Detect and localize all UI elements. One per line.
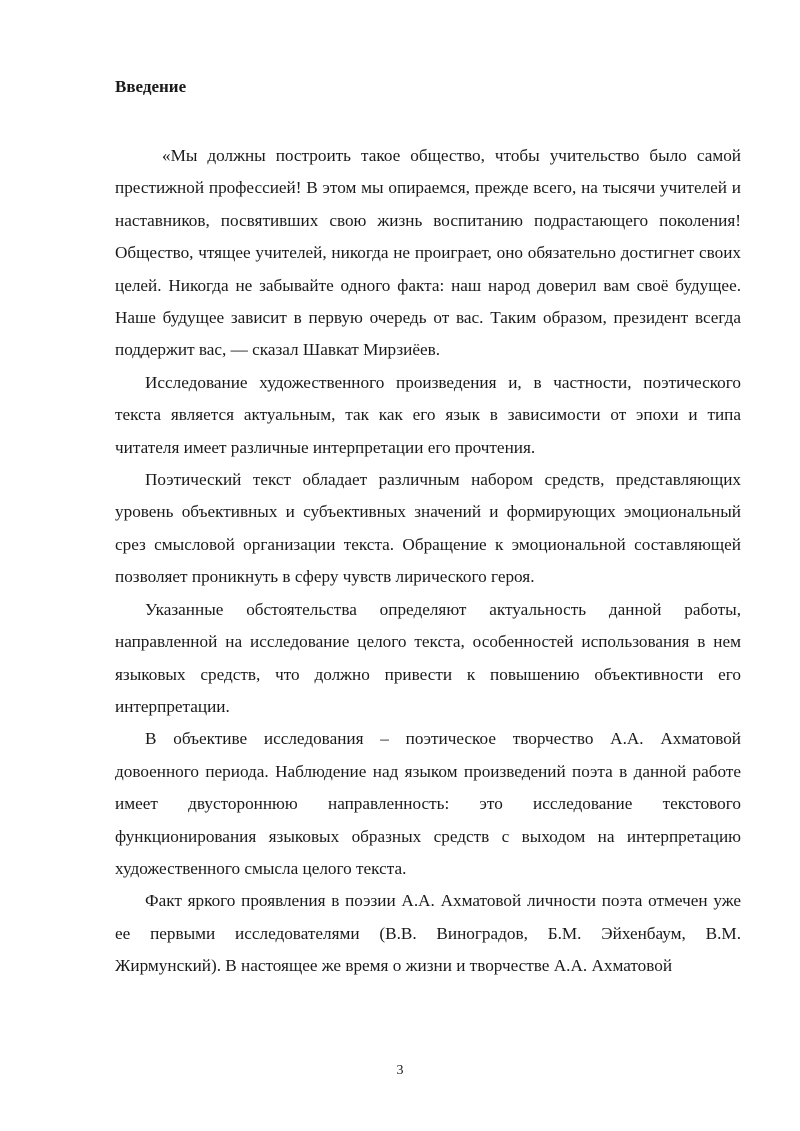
paragraph-relevance: Исследование художественного произведения и, в частности, поэтического текста является актуальным, так как его язык в зависимости от эпохи и типа читателя имеет различные интерпретации его прочтения. xyxy=(115,372,741,457)
paragraph-researchers: Факт яркого проявления в поэзии А.А. Ахматовой личности поэта отмечен уже ее первыми исследователями (В.В. Виноградов, Б.М. Эйхенбаум, В.М. Жирмунский). В настоящее же время о жизни и творчестве А.А. Ахматовой xyxy=(115,891,741,976)
paragraph-circumstances: Указанные обстоятельства определяют актуальность данной работы, направленной на исследование целого текста, особенностей использования в нем языковых средств, что должно привести к повышению объективности его интерпретации. xyxy=(115,599,741,716)
section-heading: Введение xyxy=(115,77,187,96)
page-number: 3 xyxy=(396,1063,404,1078)
paragraph-quote: «Мы должны построить такое общество, чтобы учительство было самой престижной профессией! В этом мы опираемся, прежде всего, на тысячи учителей и наставников, посвятивших свою жизнь воспитанию подрастающего поколения! Общество, чтящее учителей, никогда не проиграет, оно обязательно достигнет своих целей. Никогда не забывайте одного факта: наш народ доверил вам своё будущее. Наше будущее зависит в первую очередь от вас. Таким образом, президент всегда поддержит вас, — сказал Шавкат Мирзиёев. xyxy=(115,146,741,360)
paragraph-research-object: В объективе исследования – поэтическое творчество А.А. Ахматовой довоенного периода. Наблюдение над языком произведений поэта в данной работе имеет двустороннюю направленность: это исследование текстового функционирования языковых образных средств с выходом на интерпретацию художественного смысла целого текста. xyxy=(115,729,741,878)
body-text xyxy=(115,140,741,983)
paragraph-poetic-text: Поэтический текст обладает различным набором средств, представляющих уровень объективных и субъективных значений и формирующих эмоциональный срез смысловой организации текста. Обращение к эмоциональной составляющей позволяет проникнуть в сферу чувств лирического героя. xyxy=(115,470,741,587)
